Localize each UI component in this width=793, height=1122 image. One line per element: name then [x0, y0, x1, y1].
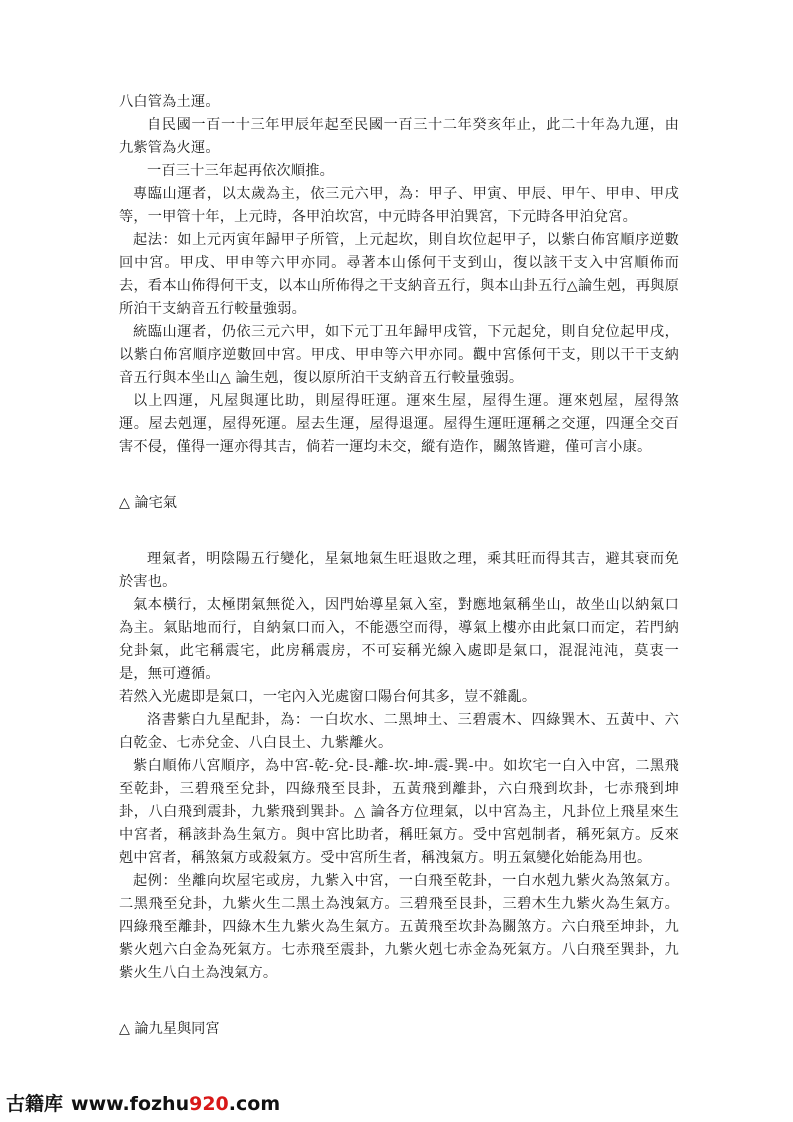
paragraph-4: 專臨山運者，以太歲為主，依三元六甲，為：甲子、甲寅、甲辰、甲午、甲申、甲戌等，一甲管十年，上元時，各甲泊坎宮，中元時各甲泊巽宮，下元時各甲泊兌宮。: [119, 186, 679, 225]
paragraph-7: 以上四運，凡屋與運比助，則屋得旺運。運來生屋，屋得生運。運來剋屋，屋得煞運。屋去剋運，屋得死運。屋去生運，屋得退運。屋得生運旺運稱之交運，四運全交百害不侵，僅得一運亦得其吉，倘若一運均未交，縱有造作，關煞皆避，僅可言小康。: [119, 393, 679, 455]
section-spacer: [119, 985, 679, 1018]
paragraph-3: 一百三十三年起再依次順推。: [147, 163, 335, 179]
site-url: www.fozhu920.com: [71, 1093, 281, 1115]
section-heading-house-qi: △ 論宅氣: [119, 495, 177, 511]
paragraph-11: 洛書紫白九星配卦，為：一白坎水、二黑坤土、三碧震木、四綠巽木、五黃中、六白乾金、七赤兌金、八白艮土、九紫離火。: [119, 712, 679, 751]
paragraph-10: 若然入光處即是氣口，一宅內入光處窗口陽台何其多，豈不雜亂。: [119, 689, 537, 705]
site-name: 古籍库: [6, 1093, 64, 1115]
paragraph-13: 起例：坐離向坎屋宅或房，九紫入中宮，一白飛至乾卦，一白水剋九紫火為煞氣方。二黑飛至兌卦，九紫火生二黑土為洩氣方。三碧飛至艮卦，三碧木生九紫火為生氣方。四綠飛至離卦，四綠木生九紫火為生氣方。五黃飛至坎卦為關煞方。六白飛至坤卦，九紫火剋六白金為死氣方。七赤飛至震卦，九紫火剋七赤金為死氣方。八白飛至巽卦，九紫火生八白土為洩氣方。: [119, 873, 679, 981]
paragraph-9: 氣本橫行，太極閉氣無從入，因門始導星氣入室，對應地氣稱坐山，故坐山以納氣口為主。氣貼地而行，自納氣口而入，不能憑空而得，導氣上樓亦由此氣口而定，若門納兌卦氣，此宅稱震宅，此房稱震房，不可妄稱光線入處即是氣口，混混沌沌，莫衷一是，無可遵循。: [119, 597, 679, 682]
paragraph-5: 起法：如上元丙寅年歸甲子所管，上元起坎，則自坎位起甲子，以紫白佈宮順序逆數回中宮。甲戌、甲申等六甲亦同。尋著本山係何干支到山，復以該干支入中宮順佈而去，看本山佈得何干支，以本山所佈得之干支納音五行，與本山卦五行△論生剋，再與原所泊干支納音五行較量強弱。: [119, 232, 679, 317]
paragraph-1: 八白管為土運。: [119, 94, 220, 110]
paragraph-6: 統臨山運者，仍依三元六甲，如下元丁丑年歸甲戌管，下元起兌，則自兌位起甲戌，以紫白佈宮順序逆數回中宮。甲戌、甲申等六甲亦同。觀中宮係何干支，則以干干支納音五行與本坐山△ 論生剋，復以原所泊干支納音五行較量強弱。: [119, 324, 679, 386]
paragraph-2: 自民國一百一十三年甲辰年起至民國一百三十二年癸亥年止，此二十年為九運，由九紫管為火運。: [119, 117, 679, 156]
section-spacer: [119, 515, 679, 548]
paragraph-8: 理氣者，明陰陽五行變化，星氣地氣生旺退敗之理，乘其旺而得其吉，避其衰而免於害也。: [119, 551, 679, 590]
site-url-number: 920: [189, 1093, 229, 1115]
paragraph-12: 紫白順佈八宮順序，為中宮-乾-兌-艮-離-坎-坤-震-巽-中。如坎宅一白入中宮，二黑飛至乾卦，三碧飛至兌卦，四綠飛至艮卦，五黃飛到離卦，六白飛到坎卦，七赤飛到坤卦，八白飛到震卦，九紫飛到巽卦。△ 論各方位理氣，以中宮為主，凡卦位上飛星來生中宮者，稱該卦為生氣方。與中宮比助者，稱旺氣方。受中宮剋制者，稱死氣方。反來剋中宮者，稱煞氣方或殺氣方。受中宮所生者，稱洩氣方。明五氣變化始能為用也。: [119, 758, 679, 866]
section-spacer: [119, 459, 679, 492]
document-body: [119, 91, 679, 1041]
section-heading-nine-stars: △ 論九星與同宮: [119, 1021, 220, 1037]
site-watermark: [6, 1089, 280, 1115]
